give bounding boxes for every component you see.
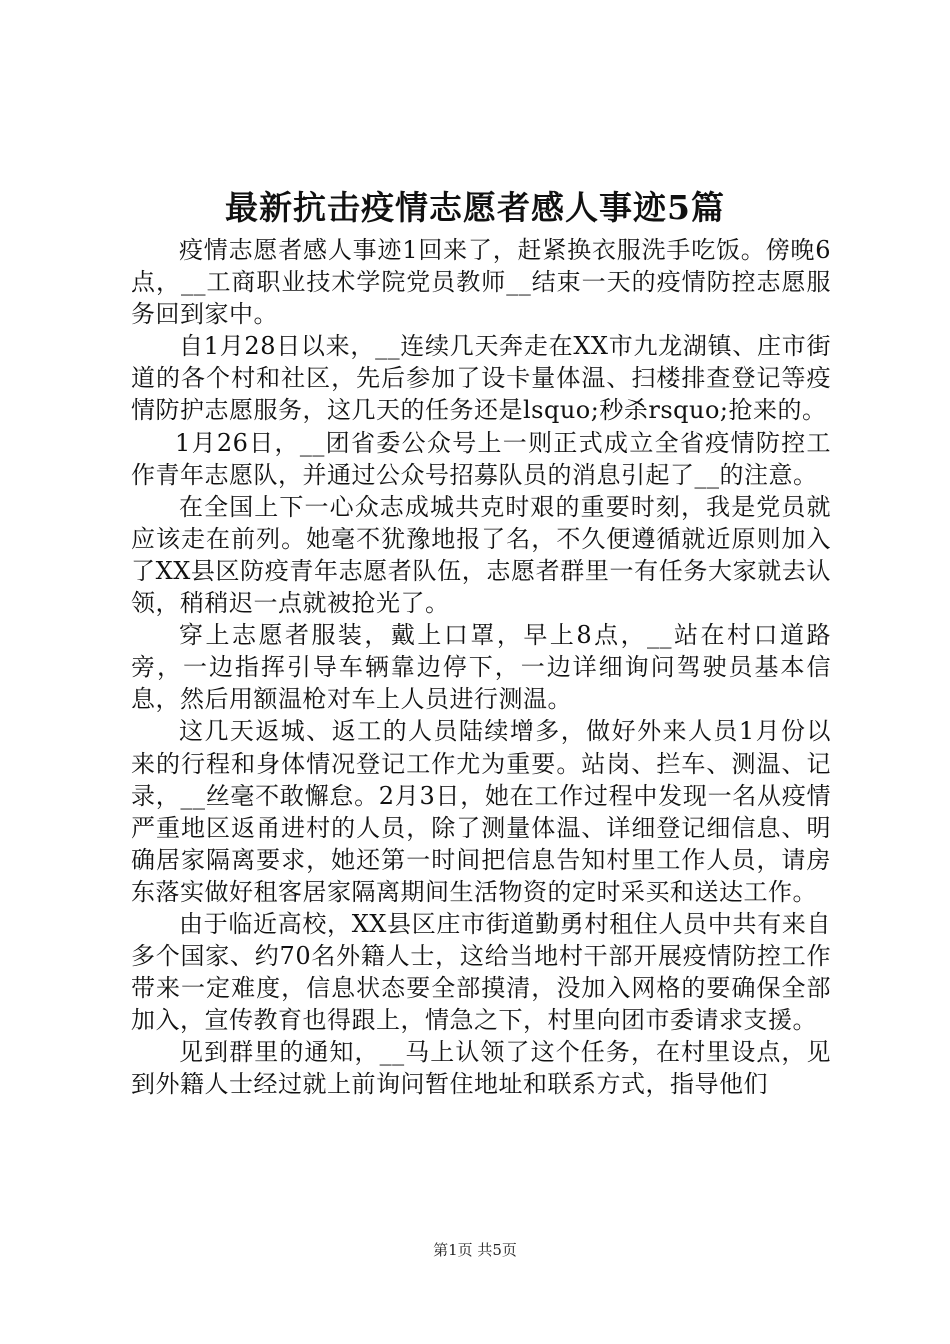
paragraph: 穿上志愿者服装，戴上口罩，早上8点，__站在村口道路旁，一边指挥引导车辆靠边停下，一边详细询问驾驶员基本信息，然后用额温枪对车上人员进行测温。 bbox=[131, 621, 831, 714]
document-title: 最新抗击疫情志愿者感人事迹5篇 bbox=[225, 188, 725, 227]
paragraph: 自1月28日以来，__连续几天奔走在XX市九龙湖镇、庄市街道的各个村和社区，先后参加了设卡量体温、扫楼排查登记等疫情防护志愿服务，这几天的任务还是lsquo;秒杀rsquo;抢来的。 bbox=[131, 332, 831, 425]
paragraph: 见到群里的通知，__马上认领了这个任务，在村里设点，见到外籍人士经过就上前询问暂住地址和联系方式，指导他们 bbox=[131, 1038, 831, 1099]
paragraph: 由于临近高校，XX县区庄市街道勤勇村租住人员中共有来自多个国家、约70名外籍人士，这给当地村干部开展疫情防控工作带来一定难度，信息状态要全部摸清，没加入网格的要确保全部加入，宣传教育也得跟上，情急之下，村里向团市委请求支援。 bbox=[131, 909, 831, 1035]
paragraph: 1月26日，__团省委公众号上一则正式成立全省疫情防控工作青年志愿队，并通过公众号招募队员的消息引起了__的注意。 bbox=[131, 428, 831, 489]
paragraph: 在全国上下一心众志成城共克时艰的重要时刻，我是党员就应该走在前列。她毫不犹豫地报了名，不久便遵循就近原则加入了XX县区防疫青年志愿者队伍，志愿者群里一有任务大家就去认领，稍稍迟一点就被抢光了。 bbox=[131, 492, 831, 618]
paragraph: 疫情志愿者感人事迹1回来了，赶紧换衣服洗手吃饭。傍晚6点，__工商职业技术学院党员教师__结束一天的疫情防控志愿服务回到家中。 bbox=[131, 236, 831, 329]
page-footer: 第1页 共5页 bbox=[433, 1241, 517, 1259]
paragraph: 这几天返城、返工的人员陆续增多，做好外来人员1月份以来的行程和身体情况登记工作尤为重要。站岗、拦车、测温、记录，__丝毫不敢懈怠。2月3日，她在工作过程中发现一名从疫情严重地区返甬进村的人员，除了测量体温、详细登记细信息、明确居家隔离要求，她还第一时间把信息告知村里工作人员，请房东落实做好租客居家隔离期间生活物资的定时采买和送达工作。 bbox=[131, 717, 831, 906]
document-body bbox=[131, 234, 831, 1101]
